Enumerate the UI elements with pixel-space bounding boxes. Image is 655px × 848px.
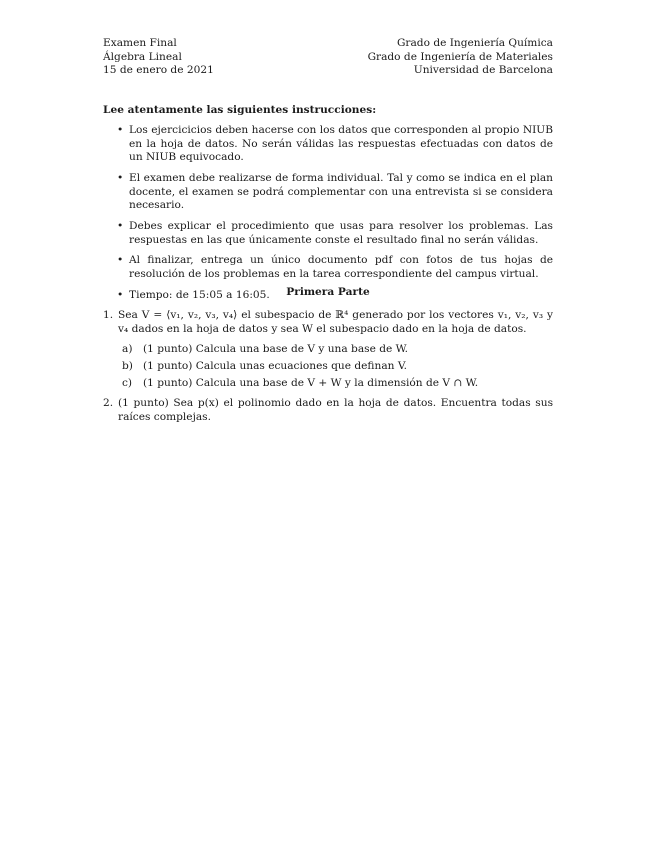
- instruction-item: • Al finalizar, entrega un único documento pdf con fotos de tus hojas de resolución de los problemas en la tarea correspondiente del campus virtual.: [103, 254, 553, 281]
- problem-number: 2.: [103, 397, 114, 410]
- instruction-item: • Tiempo: de 15:05 a 16:05.: [103, 289, 553, 303]
- subitem-label: a): [122, 343, 133, 356]
- subitem-label: b): [122, 359, 133, 372]
- problem-number: 1.: [103, 309, 114, 321]
- exam-date: 15 de enero de 2021: [103, 64, 214, 77]
- header-right: [368, 37, 553, 78]
- subitem: [118, 343, 553, 357]
- degree-materials: Grado de Ingeniería de Materiales: [367, 50, 553, 63]
- subitem-text: (1 punto) Calcula una base de V y una base de W.: [143, 343, 409, 356]
- subitem-text: (1 punto) Calcula unas ecuaciones que definan V.: [143, 359, 407, 372]
- problem-2: [103, 397, 553, 424]
- problem-text: (1 punto) Sea p(x) el polinomio dado en la hoja de datos. Encuentra todas sus raíces complejas.: [118, 397, 553, 423]
- problems-list: [103, 309, 553, 432]
- instruction-item: • Los ejercicicios deben hacerse con los datos que corresponden al propio NIUB en la hoja de datos. No serán válidas las respuestas efectuadas con datos de un NIUB equivocado.: [103, 124, 553, 165]
- page-header: [103, 37, 553, 78]
- problem-text: Sea V = ⟨v₁, v₂, v₃, v₄⟩ el subespacio de ℝ⁴ generado por los vectores v₁, v₂, v₃ y v₄ dados en la hoja de datos y sea W el subespacio dado en la hoja de datos.: [118, 309, 553, 335]
- subitem: [118, 377, 553, 391]
- subitem-label: c): [122, 376, 133, 389]
- degree-chemical: Grado de Ingeniería Química: [396, 37, 553, 49]
- instruction-item: • El examen debe realizarse de forma individual. Tal y como se indica en el plan docente, el examen se podrá complementar con una entrevista si se considera necesario.: [103, 172, 553, 213]
- university-name: Universidad de Barcelona: [413, 64, 553, 77]
- instruction-item: • Debes explicar el procedimiento que usas para resolver los problemas. Las respuestas en las que únicamente conste el resultado final no serán válidas.: [103, 220, 553, 247]
- problem-1: [103, 309, 553, 390]
- instructions-title: Lee atentamente las siguientes instrucciones:: [103, 104, 377, 116]
- course-name: Álgebra Lineal: [103, 50, 182, 63]
- subitem-text: (1 punto) Calcula una base de V + W y la dimensión de V ∩ W.: [143, 376, 479, 389]
- subitem: [118, 360, 553, 374]
- instructions-list: [103, 124, 553, 309]
- section-title: Primera Parte: [286, 286, 370, 298]
- exam-type: Examen Final: [103, 37, 177, 49]
- subitems-list: [118, 343, 553, 390]
- header-left: [103, 37, 214, 78]
